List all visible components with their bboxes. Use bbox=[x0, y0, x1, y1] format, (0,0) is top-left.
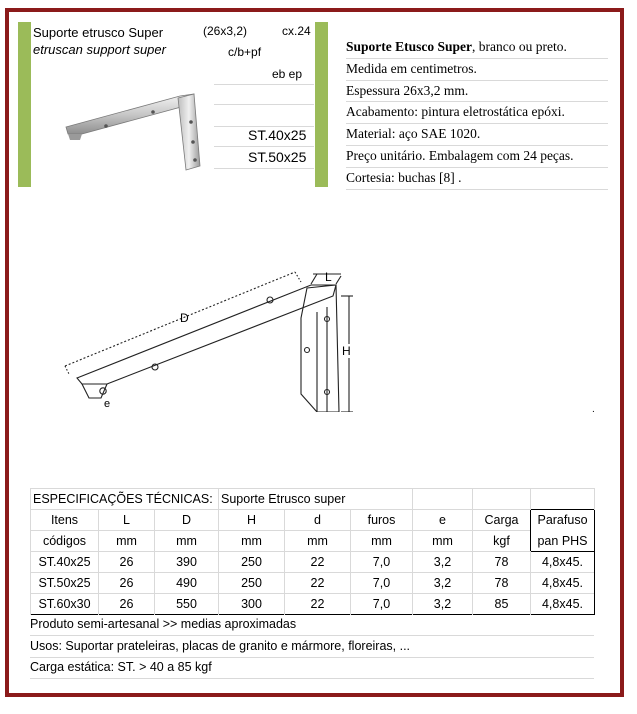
spec-product: Suporte Etrusco super bbox=[219, 489, 413, 510]
card-accent-right bbox=[315, 22, 328, 187]
col-header: d bbox=[285, 510, 351, 531]
spec-cell: 250 bbox=[219, 552, 285, 573]
product-card bbox=[18, 22, 328, 187]
note-divider bbox=[30, 657, 594, 658]
spec-cell: ST.40x25 bbox=[31, 552, 99, 573]
col-header: Itens bbox=[31, 510, 99, 531]
spec-cell: 22 bbox=[285, 552, 351, 573]
desc-material: Material: aço SAE 1020. bbox=[346, 124, 608, 146]
desc-finish: Acabamento: pintura eletrostática epóxi. bbox=[346, 102, 608, 124]
col-header: e bbox=[413, 510, 473, 531]
card-accent-left bbox=[18, 22, 31, 187]
desc-courtesy: Cortesia: buchas [8] . bbox=[346, 168, 608, 190]
spec-cell: 300 bbox=[219, 594, 285, 615]
desc-product-name: Suporte Etusco Super bbox=[346, 39, 473, 54]
note-production: Produto semi-artesanal >> medias aproximadas bbox=[30, 617, 297, 631]
spec-cell: 3,2 bbox=[413, 573, 473, 594]
spec-row bbox=[31, 594, 595, 615]
desc-thickness: Espessura 26x3,2 mm. bbox=[346, 81, 608, 103]
card-model-2: ST.50x25 bbox=[248, 149, 307, 165]
col-header: Parafuso bbox=[531, 510, 595, 531]
note-divider bbox=[30, 678, 594, 679]
col-unit: mm bbox=[155, 531, 219, 552]
spec-cell: 26 bbox=[99, 573, 155, 594]
spec-cell: 78 bbox=[473, 573, 531, 594]
col-unit: mm bbox=[219, 531, 285, 552]
spec-row bbox=[31, 552, 595, 573]
label-l: L bbox=[325, 270, 332, 284]
spec-header-row bbox=[31, 510, 595, 531]
card-model-1: ST.40x25 bbox=[248, 127, 307, 143]
col-header: furos bbox=[351, 510, 413, 531]
spec-unit-row bbox=[31, 531, 595, 552]
spec-cell: 22 bbox=[285, 594, 351, 615]
spec-cell: ST.50x25 bbox=[31, 573, 99, 594]
spec-cell: 22 bbox=[285, 573, 351, 594]
spec-table bbox=[30, 488, 595, 615]
desc-price: Preço unitário. Embalagem com 24 peças. bbox=[346, 146, 608, 168]
col-unit: mm bbox=[413, 531, 473, 552]
spec-cell: 4,8x45. bbox=[531, 552, 595, 573]
spec-cell: 26 bbox=[99, 552, 155, 573]
card-size: (26x3,2) bbox=[203, 24, 248, 38]
spec-cell: 7,0 bbox=[351, 552, 413, 573]
product-description bbox=[346, 37, 608, 190]
col-unit: mm bbox=[351, 531, 413, 552]
col-unit: pan PHS bbox=[531, 531, 595, 552]
card-includes: c/b+pf bbox=[228, 45, 262, 59]
spec-cell: 78 bbox=[473, 552, 531, 573]
spec-cell: 7,0 bbox=[351, 594, 413, 615]
col-header: L bbox=[99, 510, 155, 531]
spec-cell: 390 bbox=[155, 552, 219, 573]
card-finish-codes: eb ep bbox=[272, 67, 303, 81]
note-uses: Usos: Suportar prateleiras, placas de granito e mármore, floreiras, ... bbox=[30, 639, 411, 653]
card-divider bbox=[214, 84, 314, 85]
spec-cell: 4,8x45. bbox=[531, 594, 595, 615]
desc-product-colors: , branco ou preto. bbox=[472, 39, 567, 54]
col-unit: mm bbox=[285, 531, 351, 552]
card-divider bbox=[214, 104, 314, 105]
stray-dot: . bbox=[592, 404, 595, 415]
spec-cell: 26 bbox=[99, 594, 155, 615]
note-static-load: Carga estática: ST. > 40 a 85 kgf bbox=[30, 660, 212, 674]
bracket-drawing bbox=[55, 262, 365, 412]
spec-heading-row bbox=[31, 489, 595, 510]
label-d: D bbox=[180, 311, 189, 325]
spec-heading: ESPECIFICAÇÕES TÉCNICAS: bbox=[31, 489, 219, 510]
spec-cell: 4,8x45. bbox=[531, 573, 595, 594]
desc-measure: Medida em centimetros. bbox=[346, 59, 608, 81]
card-title-en: etruscan support super bbox=[33, 42, 166, 57]
card-title-pt: Suporte etrusco Super bbox=[33, 25, 164, 40]
label-h: H bbox=[342, 344, 351, 358]
desc-product-line bbox=[346, 37, 608, 59]
spec-cell: 7,0 bbox=[351, 573, 413, 594]
col-unit: kgf bbox=[473, 531, 531, 552]
spec-cell: 250 bbox=[219, 573, 285, 594]
bracket-photo bbox=[58, 82, 208, 182]
card-divider bbox=[214, 146, 314, 147]
spec-row bbox=[31, 573, 595, 594]
spec-cell: 550 bbox=[155, 594, 219, 615]
spec-cell: 3,2 bbox=[413, 594, 473, 615]
col-header: Carga bbox=[473, 510, 531, 531]
spec-cell: ST.60x30 bbox=[31, 594, 99, 615]
col-unit: códigos bbox=[31, 531, 99, 552]
note-divider bbox=[30, 635, 594, 636]
col-header: D bbox=[155, 510, 219, 531]
label-e: e bbox=[104, 398, 111, 410]
spec-cell: 3,2 bbox=[413, 552, 473, 573]
spec-cell: 85 bbox=[473, 594, 531, 615]
spec-cell: 490 bbox=[155, 573, 219, 594]
col-header: H bbox=[219, 510, 285, 531]
col-unit: mm bbox=[99, 531, 155, 552]
card-divider bbox=[214, 168, 314, 169]
card-box-qty: cx.24 bbox=[282, 24, 311, 38]
